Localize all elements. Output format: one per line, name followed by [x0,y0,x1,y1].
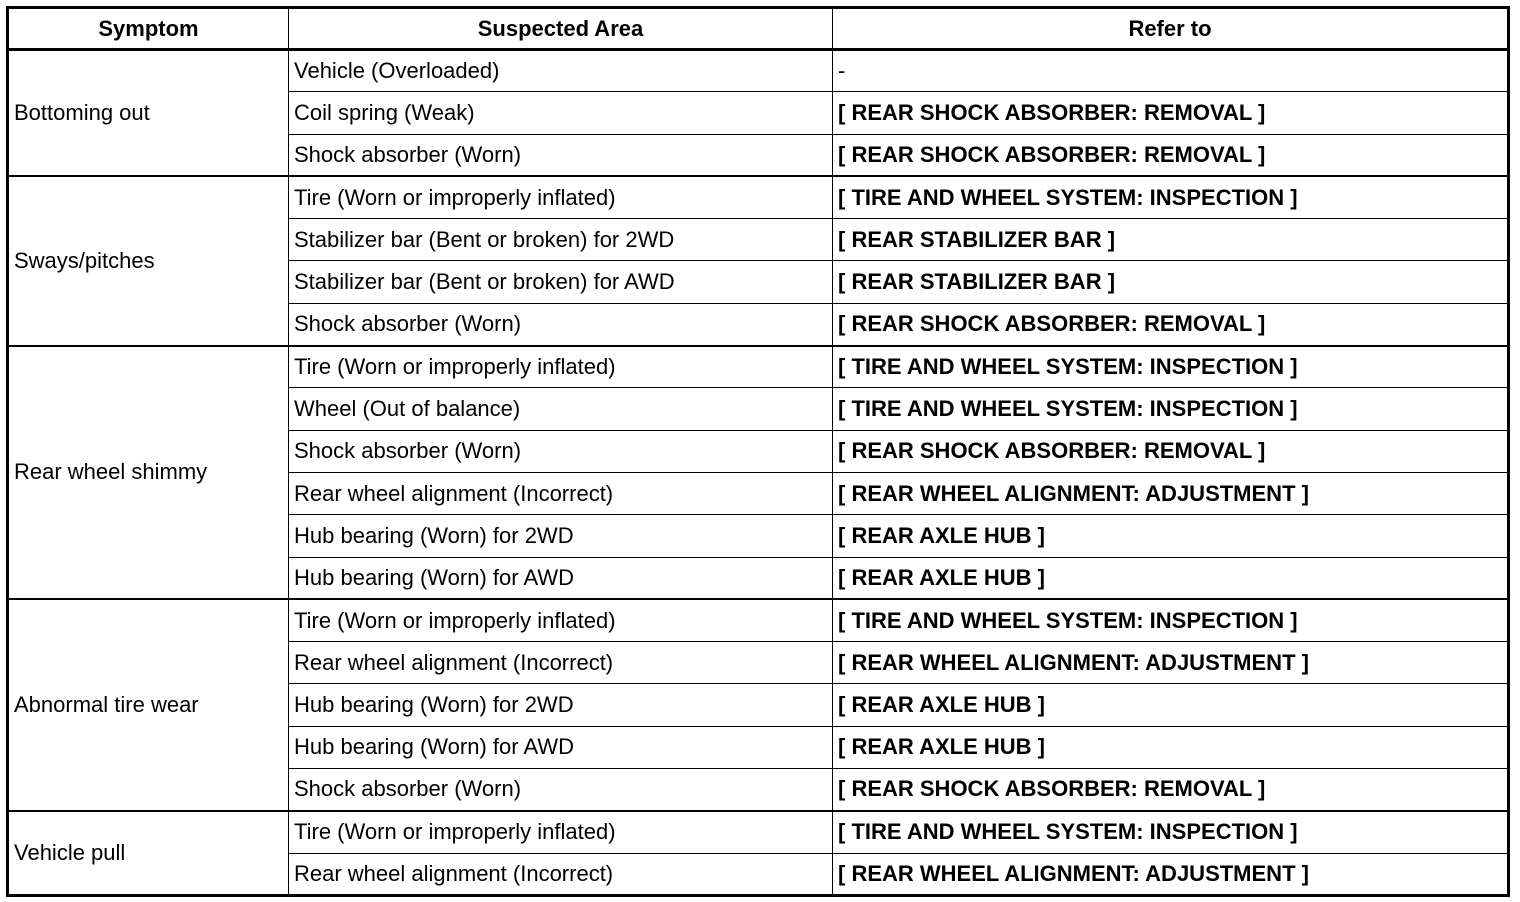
refer-to-link[interactable]: [ REAR WHEEL ALIGNMENT: ADJUSTMENT ] [833,472,1509,514]
header-symptom: Symptom [8,8,289,50]
refer-to-link[interactable]: [ REAR SHOCK ABSORBER: REMOVAL ] [833,769,1509,811]
refer-to-link[interactable]: [ REAR SHOCK ABSORBER: REMOVAL ] [833,92,1509,134]
suspected-area-cell: Shock absorber (Worn) [289,134,833,176]
suspected-area-cell: Coil spring (Weak) [289,92,833,134]
refer-to-link[interactable]: [ TIRE AND WHEEL SYSTEM: INSPECTION ] [833,346,1509,388]
table-row [8,811,1509,853]
refer-to-cell: - [833,50,1509,92]
refer-to-link[interactable]: [ REAR AXLE HUB ] [833,684,1509,726]
refer-to-link[interactable]: [ TIRE AND WHEEL SYSTEM: INSPECTION ] [833,811,1509,853]
symptom-cell: Abnormal tire wear [8,599,289,810]
refer-to-link[interactable]: [ REAR STABILIZER BAR ] [833,219,1509,261]
table-row [8,176,1509,218]
refer-to-link[interactable]: [ REAR SHOCK ABSORBER: REMOVAL ] [833,430,1509,472]
suspected-area-cell: Hub bearing (Worn) for 2WD [289,684,833,726]
suspected-area-cell: Wheel (Out of balance) [289,388,833,430]
suspected-area-cell: Shock absorber (Worn) [289,769,833,811]
refer-to-link[interactable]: [ REAR WHEEL ALIGNMENT: ADJUSTMENT ] [833,642,1509,684]
refer-to-link[interactable]: [ REAR AXLE HUB ] [833,726,1509,768]
header-refer-to: Refer to [833,8,1509,50]
refer-to-link[interactable]: [ TIRE AND WHEEL SYSTEM: INSPECTION ] [833,388,1509,430]
suspected-area-cell: Tire (Worn or improperly inflated) [289,811,833,853]
suspected-area-cell: Tire (Worn or improperly inflated) [289,599,833,641]
suspected-area-cell: Hub bearing (Worn) for AWD [289,557,833,599]
header-suspected-area: Suspected Area [289,8,833,50]
refer-to-link[interactable]: [ REAR SHOCK ABSORBER: REMOVAL ] [833,303,1509,345]
suspected-area-cell: Tire (Worn or improperly inflated) [289,346,833,388]
table-body [8,50,1509,896]
suspected-area-cell: Vehicle (Overloaded) [289,50,833,92]
refer-to-link[interactable]: [ REAR AXLE HUB ] [833,557,1509,599]
refer-to-link[interactable]: [ TIRE AND WHEEL SYSTEM: INSPECTION ] [833,599,1509,641]
suspected-area-cell: Shock absorber (Worn) [289,303,833,345]
header-row [8,8,1509,50]
table-row [8,599,1509,641]
suspected-area-cell: Hub bearing (Worn) for AWD [289,726,833,768]
troubleshooting-table [6,6,1510,897]
refer-to-link[interactable]: [ TIRE AND WHEEL SYSTEM: INSPECTION ] [833,176,1509,218]
suspected-area-cell: Shock absorber (Worn) [289,430,833,472]
suspected-area-cell: Rear wheel alignment (Incorrect) [289,642,833,684]
symptom-cell: Sways/pitches [8,176,289,345]
symptom-cell: Rear wheel shimmy [8,346,289,600]
suspected-area-cell: Stabilizer bar (Bent or broken) for 2WD [289,219,833,261]
table-row [8,50,1509,92]
suspected-area-cell: Tire (Worn or improperly inflated) [289,176,833,218]
refer-to-link[interactable]: [ REAR WHEEL ALIGNMENT: ADJUSTMENT ] [833,853,1509,895]
refer-to-link[interactable]: [ REAR SHOCK ABSORBER: REMOVAL ] [833,134,1509,176]
symptom-cell: Bottoming out [8,50,289,177]
refer-to-link[interactable]: [ REAR AXLE HUB ] [833,515,1509,557]
refer-to-link[interactable]: [ REAR STABILIZER BAR ] [833,261,1509,303]
suspected-area-cell: Rear wheel alignment (Incorrect) [289,472,833,514]
suspected-area-cell: Rear wheel alignment (Incorrect) [289,853,833,895]
symptom-cell: Vehicle pull [8,811,289,896]
suspected-area-cell: Hub bearing (Worn) for 2WD [289,515,833,557]
table-row [8,346,1509,388]
suspected-area-cell: Stabilizer bar (Bent or broken) for AWD [289,261,833,303]
